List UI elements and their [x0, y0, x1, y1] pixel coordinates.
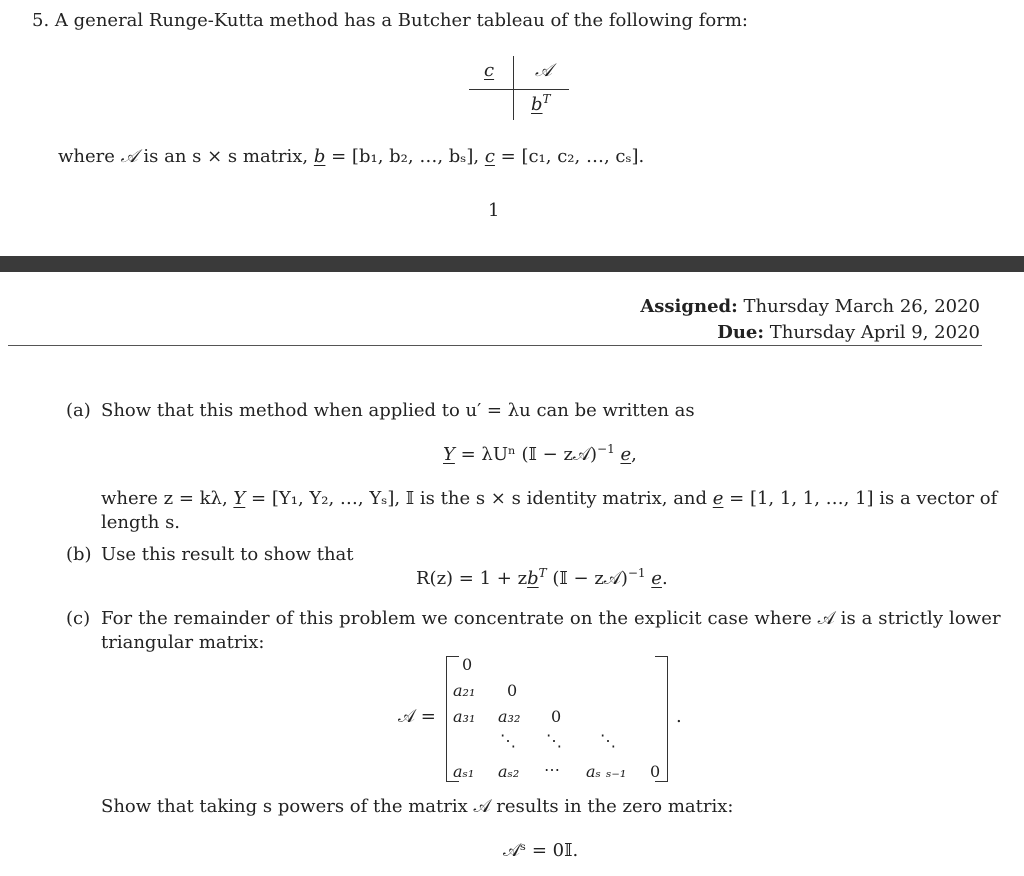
page-number: 1	[488, 200, 500, 221]
matrix-period: .	[676, 706, 682, 727]
assigned-line	[640, 296, 980, 317]
matrix-r3c1: a₃₁	[453, 707, 476, 726]
tableau-horizontal-rule	[469, 89, 569, 90]
part-b-equation	[416, 566, 668, 589]
part-a-where-2: length s.	[101, 512, 181, 533]
part-c-text-1: For the remainder of this problem we concentrate on the explicit case where 𝒜 is a strictly lower	[101, 608, 1001, 629]
where-is-matrix: is an s × s matrix,	[137, 146, 314, 167]
where-definitions	[58, 146, 644, 167]
problem-statement	[32, 10, 748, 31]
matrix-r5c2: aₛ₂	[498, 762, 520, 781]
problem-number: 5.	[32, 10, 50, 31]
where-c: c	[484, 146, 495, 167]
eq-a-Y: Y	[443, 444, 455, 465]
matrix-r4c4: ⋱	[600, 731, 617, 750]
where-A: 𝒜	[120, 146, 138, 167]
where1-pre: where z = kλ,	[101, 488, 234, 509]
matrix-r3c3: 0	[551, 707, 562, 726]
problem-intro: A general Runge-Kutta method has a Butcher tableau of the following form:	[54, 10, 748, 31]
where-c-def: = [c₁, c₂, …, cₛ].	[494, 146, 645, 167]
tableau-A: 𝒜	[535, 60, 553, 81]
eq-b-e: e	[651, 568, 662, 589]
part-c-show: Show that taking s powers of the matrix 𝒜 results in the zero matrix:	[101, 796, 734, 817]
where1-mid: = [Y₁, Y₂, …, Yₛ], 𝕀 is the s × s identity matrix, and	[245, 488, 713, 509]
eq-a-body: = λUⁿ (𝕀 − z𝒜)	[454, 444, 598, 465]
due-line	[717, 322, 980, 343]
matrix-r2c1: a₂₁	[453, 681, 476, 700]
part-b-label: (b)	[66, 544, 92, 565]
where1-Y: Y	[233, 488, 246, 509]
part-b-text: Use this result to show that	[101, 544, 354, 565]
tableau-b: b	[531, 94, 543, 115]
matrix-r4c2: ⋱	[500, 731, 517, 750]
matrix-r2c2: 0	[507, 681, 518, 700]
matrix-r1c1: 0	[462, 655, 473, 674]
header-rule	[8, 345, 982, 346]
matrix-r3c2: a₃₂	[498, 707, 521, 726]
where-b: b	[313, 146, 326, 167]
tableau-vertical-rule	[513, 56, 514, 120]
eq-b-b: b	[527, 568, 539, 589]
matrix-lhs: 𝒜 =	[398, 706, 436, 727]
tableau-T: T	[542, 92, 551, 106]
assigned-date: Thursday March 26, 2020	[743, 296, 980, 317]
eq-b-pre: R(z) = 1 + z	[416, 568, 528, 589]
part-c-label: (c)	[66, 608, 91, 629]
tableau-bT	[531, 92, 551, 115]
part-a-equation	[443, 442, 637, 465]
part-c-text-2: triangular matrix:	[101, 632, 265, 653]
matrix-r5c5: 0	[650, 762, 661, 781]
tableau-c: c	[484, 60, 495, 81]
eq-b-T: T	[538, 566, 547, 580]
eq-a-sup: −1	[597, 442, 615, 456]
eq-b-sup: −1	[627, 566, 646, 580]
eq-b-end: .	[661, 568, 668, 589]
part-a-text: Show that this method when applied to u′ = λu can be written as	[101, 400, 695, 421]
eq-b-mid: (𝕀 − z𝒜)	[546, 568, 628, 589]
part-a-label: (a)	[66, 400, 91, 421]
part-a-where-1	[101, 488, 997, 509]
where-word: where	[58, 146, 121, 167]
page-separator	[0, 256, 1024, 272]
part-c-final-equation: 𝒜ˢ = 0𝕀.	[503, 840, 579, 861]
eq-a-comma: ,	[631, 444, 637, 465]
matrix-r4c3: ⋱	[546, 731, 563, 750]
where1-end: = [1, 1, 1, …, 1] is a vector of	[723, 488, 998, 509]
due-label: Due:	[717, 322, 765, 343]
eq-a-e: e	[620, 444, 632, 465]
matrix-r5c4: aₛ ₛ₋₁	[586, 762, 627, 781]
where-b-def: = [b₁, b₂, …, bₛ],	[325, 146, 485, 167]
matrix-r5c1: aₛ₁	[453, 762, 475, 781]
where1-e: e	[712, 488, 724, 509]
matrix-r5c3: ⋯	[544, 760, 560, 779]
due-date: Thursday April 9, 2020	[769, 322, 980, 343]
assigned-label: Assigned:	[640, 296, 738, 317]
